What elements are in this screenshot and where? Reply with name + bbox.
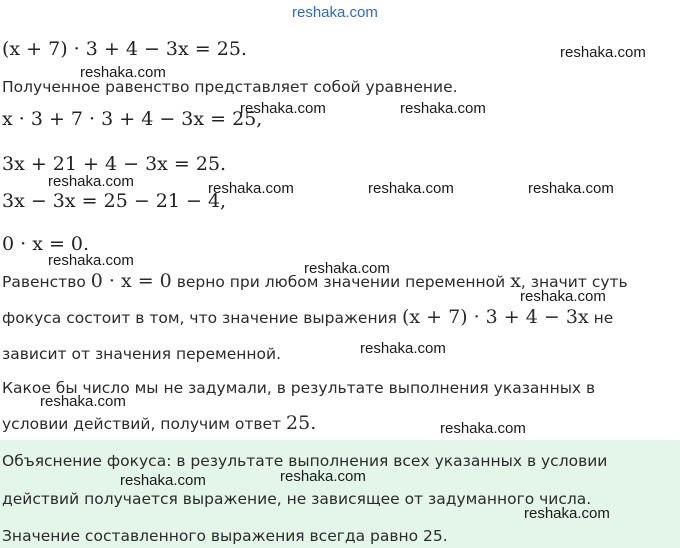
inline-math-answer: 25. [286,412,317,434]
watermark: reshaka.com [208,180,294,197]
watermark: reshaka.com [304,260,390,277]
watermark: reshaka.com [280,468,366,485]
equation-4: 3x − 3x = 25 − 21 − 4, [2,190,227,212]
watermark: reshaka.com [560,44,646,61]
watermark: reshaka.com [520,288,606,305]
explanation-line-3: Значение составленного выражения всегда равно 25. [2,527,448,545]
watermark: reshaka.com [440,420,526,437]
inline-math-equation: 0 · x = 0 [90,270,172,292]
watermark: reshaka.com [40,393,126,410]
paragraph-6: условии действий, получим ответ 25. [2,412,317,434]
watermark: reshaka.com [528,180,614,197]
equation-5: 0 · x = 0. [2,233,90,255]
watermark: reshaka.com [360,340,446,357]
paragraph-5: Какое бы число мы не задумали, в результате выполнения указанных в [2,379,596,397]
inline-math-variable: x [510,270,521,292]
watermark: reshaka.com [400,100,486,117]
equation-3: 3x + 21 + 4 − 3x = 25. [2,153,227,175]
paragraph-1: Полученное равенство представляет собой уравнение. [2,78,458,96]
explanation-line-1: Объяснение фокуса: в результате выполнения всех указанных в условии [2,452,608,470]
watermark: reshaka.com [48,252,134,269]
watermark: reshaka.com [368,180,454,197]
paragraph-4: зависит от значения переменной. [2,345,281,363]
paragraph-2: Равенство 0 · x = 0 верно при любом значении переменной x, значит суть [2,270,628,292]
site-header-link[interactable]: reshaka.com [292,4,378,21]
watermark: reshaka.com [80,64,166,81]
watermark: reshaka.com [48,173,134,190]
watermark: reshaka.com [120,472,206,489]
paragraph-3: фокуса состоит в том, что значение выражения (x + 7) · 3 + 4 − 3x не [2,306,614,328]
watermark: reshaka.com [524,505,610,522]
equation-2: x · 3 + 7 · 3 + 4 − 3x = 25, [2,108,263,130]
equation-1: (x + 7) · 3 + 4 − 3x = 25. [2,38,247,60]
watermark: reshaka.com [240,100,326,117]
explanation-line-2: действий получается выражение, не зависящее от задуманного числа. [2,490,592,508]
inline-math-expression: (x + 7) · 3 + 4 − 3x [401,306,589,328]
